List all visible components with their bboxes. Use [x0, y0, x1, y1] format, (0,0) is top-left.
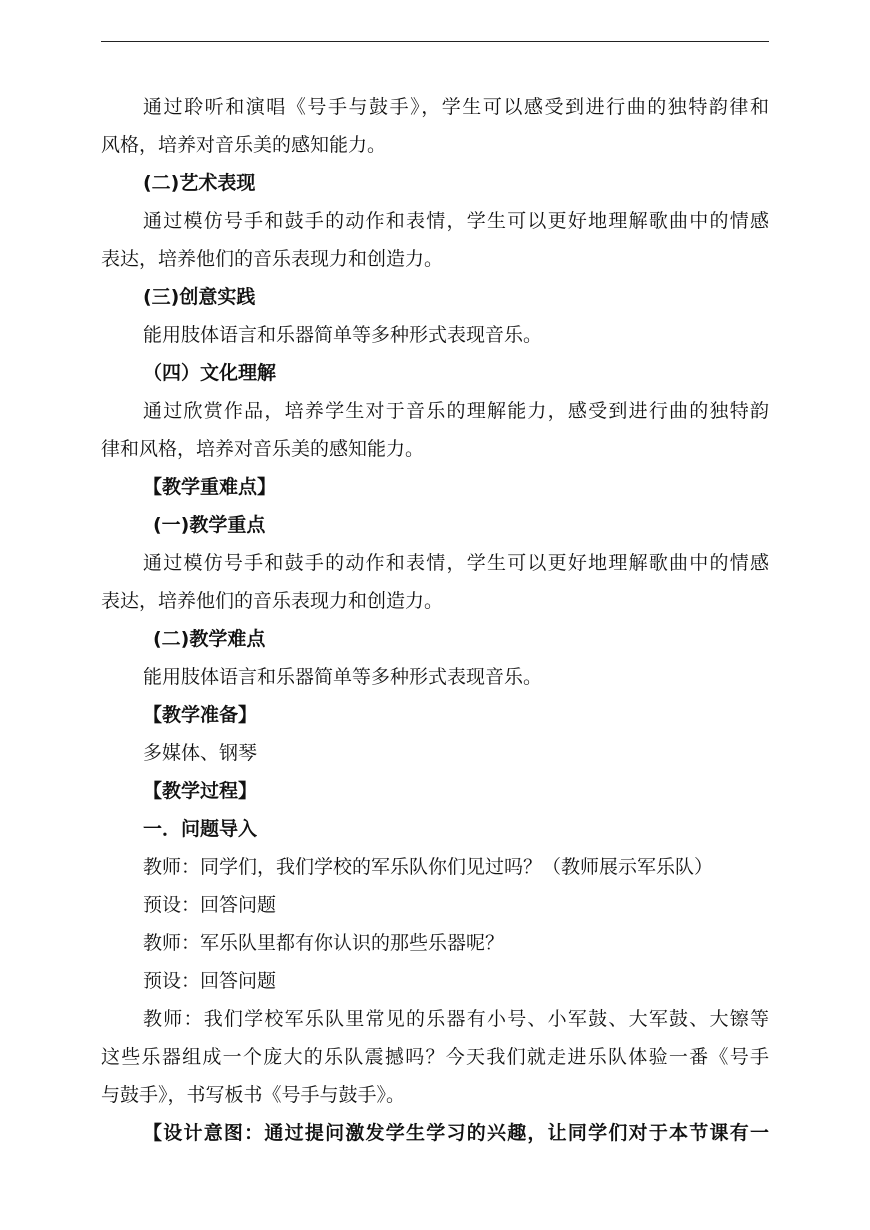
section-heading: (三)创意实践: [143, 286, 256, 308]
paragraph-line: 表达，培养他们的音乐表现力和创造力。: [101, 248, 444, 270]
paragraph-line: 教师：同学们，我们学校的军乐队你们见过吗？（教师展示军乐队）: [143, 856, 714, 878]
paragraph-line: 能用肢体语言和乐器简单等多种形式表现音乐。: [143, 666, 543, 688]
design-intent-line: 【设计意图：通过提问激发学生学习的兴趣，让同学们对于本节课有一: [143, 1122, 769, 1144]
paragraph-line: 能用肢体语言和乐器简单等多种形式表现音乐。: [143, 324, 543, 346]
paragraph-line: 与鼓手》，书写板书《号手与鼓手》。: [101, 1084, 406, 1106]
paragraph-line: 通过聆听和演唱《号手与鼓手》，学生可以感受到进行曲的独特韵律和: [143, 96, 769, 118]
section-heading: (二)艺术表现: [143, 172, 256, 194]
paragraph-line: 通过模仿号手和鼓手的动作和表情，学生可以更好地理解歌曲中的情感: [143, 552, 769, 574]
paragraph-line: 通过欣赏作品，培养学生对于音乐的理解能力，感受到进行曲的独特韵: [143, 400, 769, 422]
paragraph-line: 通过模仿号手和鼓手的动作和表情，学生可以更好地理解歌曲中的情感: [143, 210, 769, 232]
paragraph-line: 表达，培养他们的音乐表现力和创造力。: [101, 590, 444, 612]
paragraph-line: 教师：军乐队里都有你认识的那些乐器呢？: [143, 932, 505, 954]
paragraph-line: 预设：回答问题: [143, 970, 277, 992]
paragraph-line: 多媒体、钢琴: [143, 742, 258, 764]
section-heading: 一．问题导入: [143, 818, 258, 840]
paragraph-line: 律和风格，培养对音乐美的感知能力。: [101, 438, 425, 460]
paragraph-line: 预设：回答问题: [143, 894, 277, 916]
section-heading: 【教学重难点】: [143, 476, 277, 498]
paragraph-line: 教师：我们学校军乐队里常见的乐器有小号、小军鼓、大军鼓、大镲等: [143, 1008, 769, 1030]
header-rule: [101, 41, 769, 42]
section-heading: (二)教学难点: [153, 628, 266, 650]
section-heading: 【教学准备】: [143, 704, 258, 726]
section-heading: (一)教学重点: [153, 514, 266, 536]
section-heading: （四）文化理解: [143, 362, 277, 384]
section-heading: 【教学过程】: [143, 780, 258, 802]
paragraph-line: 风格，培养对音乐美的感知能力。: [101, 134, 387, 156]
paragraph-line: 这些乐器组成一个庞大的乐队震撼吗？今天我们就走进乐队体验一番《号手: [101, 1046, 769, 1068]
